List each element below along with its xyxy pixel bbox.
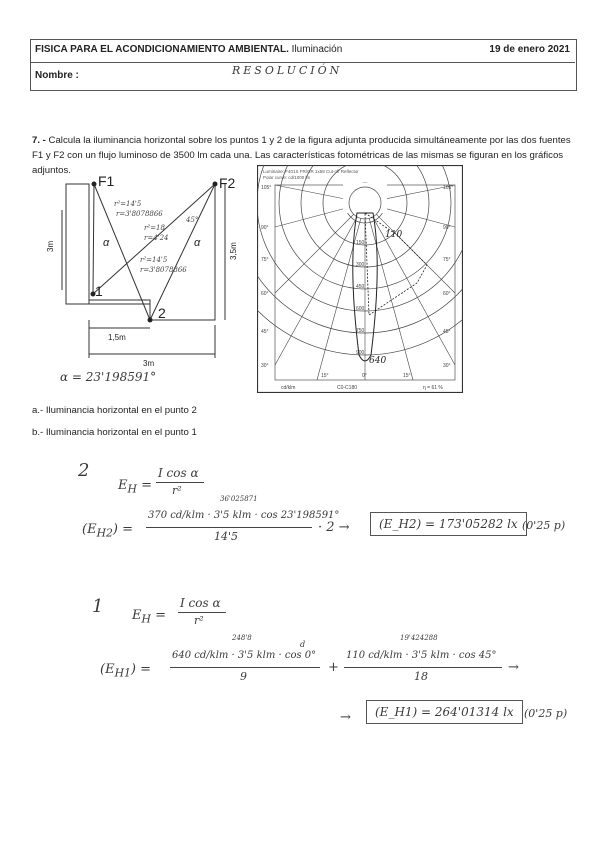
solution-2-score: (0'25 p) — [522, 519, 566, 532]
note-r2-right: r²=14'5 — [140, 256, 168, 264]
legend-efficiency: η = 61 % — [423, 385, 443, 391]
solution-1-arrow: → — [508, 660, 519, 675]
label-f1: F1 — [98, 173, 115, 189]
solution-2-eq-lhs: $(E_{H2})$ = — [82, 522, 134, 540]
annotation-640: 640 — [369, 356, 387, 366]
label-point-1: 1 — [95, 283, 103, 299]
course-title — [35, 44, 342, 55]
name-label: Nombre : — [35, 70, 79, 81]
point-2-marker — [148, 318, 153, 323]
course-topic: Iluminación — [291, 44, 343, 55]
solution-1-formula-lhs: $E_H$ = — [132, 608, 166, 626]
radial-150: 150 — [356, 240, 365, 246]
dim-1-5m: 1,5m — [108, 333, 126, 342]
name-value: RESOLUCIÓN — [232, 64, 343, 77]
dim-3-5m: 3,5m — [229, 242, 238, 260]
solution-1-result: (E_H1) = 264'01314 lx — [366, 700, 523, 724]
angle-right-60: 60° — [443, 291, 451, 297]
header-divider — [30, 62, 575, 63]
angle-left-45: 45° — [261, 329, 269, 335]
legend-units: cd/klm — [281, 385, 296, 391]
alpha-left: α — [103, 237, 110, 249]
radial-450: 450 — [356, 284, 365, 290]
note-r-mid: r=4'24 — [144, 234, 169, 242]
angle-bottom-right-15: 15° — [403, 373, 411, 379]
solution-1-pre2: 19'424288 — [400, 634, 438, 642]
solution-2-num: 370 cd/klm · 3'5 klm · cos 23'198591° — [148, 510, 340, 521]
angle-left-30: 30° — [261, 363, 269, 369]
note-45: 45° — [186, 216, 199, 224]
note-r2-left: r²=14'5 — [114, 200, 142, 208]
source-f1-marker — [92, 182, 97, 187]
solution-1-label: 1 — [92, 596, 104, 617]
alpha-result: α = 23'198591° — [60, 370, 157, 384]
solution-1-formula-num: I cos α — [180, 596, 221, 610]
chart-header-1: Luminaire: F401S FR/GR 1x58 Cut-off Reflector — [263, 169, 359, 174]
solution-2-fraction-bar — [146, 527, 312, 528]
source-f2-marker — [213, 182, 218, 187]
label-point-2: 2 — [158, 305, 166, 321]
alpha-right: α — [194, 237, 201, 249]
solution-1-score: (0'25 p) — [524, 707, 568, 720]
angle-right-45: 45° — [443, 329, 451, 335]
note-r-right: r=3'8078866 — [140, 266, 187, 274]
angle-bottom-left-15: 15° — [321, 373, 329, 379]
radial-750: 750 — [356, 328, 365, 334]
solution-1-den-a: 9 — [240, 670, 247, 683]
solution-2-formula-bar — [156, 482, 204, 483]
solution-1-num-a: 640 cd/klm · 3'5 klm · cos 0° — [172, 650, 317, 661]
solution-2-den: 14'5 — [214, 530, 239, 543]
dim-3m-horizontal: 3m — [143, 359, 155, 368]
eq1-e: (E — [100, 662, 115, 677]
solution-1-pre-sup: d — [300, 640, 306, 649]
solution-1-den-b: 18 — [414, 670, 428, 683]
problem-number: 7. - — [32, 135, 46, 146]
solution-1-formula-den: r² — [194, 614, 204, 627]
eq1-sub: H1 — [114, 666, 131, 680]
solution-1-bar-b — [344, 667, 502, 668]
angle-bottom-0: 0° — [362, 373, 367, 379]
solution-1-arrow-2: → — [340, 710, 351, 725]
angle-left-90: 90° — [261, 225, 269, 231]
geometry-figure — [40, 170, 250, 370]
dim-3m-vertical: 3m — [46, 240, 55, 252]
legend-plane: C0-C180 — [337, 385, 358, 391]
solution-1-bar-a — [170, 667, 320, 668]
annotation-110: 110 — [385, 230, 403, 240]
note-r2-mid: r²=18 — [144, 224, 165, 232]
solution-2-mult: · 2 → — [318, 520, 350, 535]
angle-right-75: 75° — [443, 257, 451, 263]
exam-date: 19 de enero 2021 — [489, 44, 570, 55]
solution-1-formula-bar — [178, 612, 226, 613]
angle-left-105: 105° — [261, 185, 272, 191]
solution-1-pre1: 248'8 — [232, 634, 252, 642]
eq2-sub: H2 — [96, 526, 113, 540]
angle-left-60: 60° — [261, 291, 269, 297]
angle-right-30: 30° — [443, 363, 451, 369]
solution-1-num-b: 110 cd/klm · 3'5 klm · cos 45° — [346, 650, 497, 661]
solution-1-eq-lhs: $(E_{H1})$ = — [100, 662, 152, 680]
solution-1-plus: + — [328, 660, 339, 675]
photometric-chart — [257, 165, 463, 393]
solution-2-formula-den: r² — [172, 484, 182, 497]
radial-900: 900 — [356, 350, 365, 356]
problem-text: Calcula la iluminancia horizontal sobre los puntos 1 y 2 de la figura adjunta producida simultáneamente por las dos fuentes F1 y F2 con un flujo luminoso de 3500 lm cada una. Las características fotométricas de las mismas se figuran en los gráficos adjuntos. — [32, 135, 571, 176]
solution-2-formula-lhs: $E_H$ = — [118, 478, 152, 496]
solution-2-label: 2 — [78, 460, 90, 481]
solution-2-pre: 36'025871 — [220, 495, 258, 503]
formula1-sub: H — [141, 612, 151, 626]
solution-2-result: (E_H2) = 173'05282 lx — [370, 512, 527, 536]
question-a: a.- Iluminancia horizontal en el punto 2 — [32, 405, 197, 416]
formula1-e: E — [132, 608, 142, 623]
formula-e: E — [118, 478, 128, 493]
label-f2: F2 — [219, 175, 236, 191]
radial-600: 600 — [356, 306, 365, 312]
chart-header-2: Polar curve: cd/1000 lm — [263, 175, 311, 180]
angle-left-75: 75° — [261, 257, 269, 263]
solution-2-formula-num: I cos α — [158, 466, 199, 480]
note-r-left: r=3'8078866 — [116, 210, 163, 218]
eq2-e: (E — [82, 522, 97, 537]
radial-300: 300 — [356, 262, 365, 268]
formula-sub: H — [127, 482, 137, 496]
angle-right-90: 90° — [443, 225, 451, 231]
question-b: b.- Iluminancia horizontal en el punto 1 — [32, 427, 197, 438]
angle-right-105: 105° — [443, 185, 454, 191]
course-name: FISICA PARA EL ACONDICIONAMIENTO AMBIENTAL. — [35, 44, 289, 55]
